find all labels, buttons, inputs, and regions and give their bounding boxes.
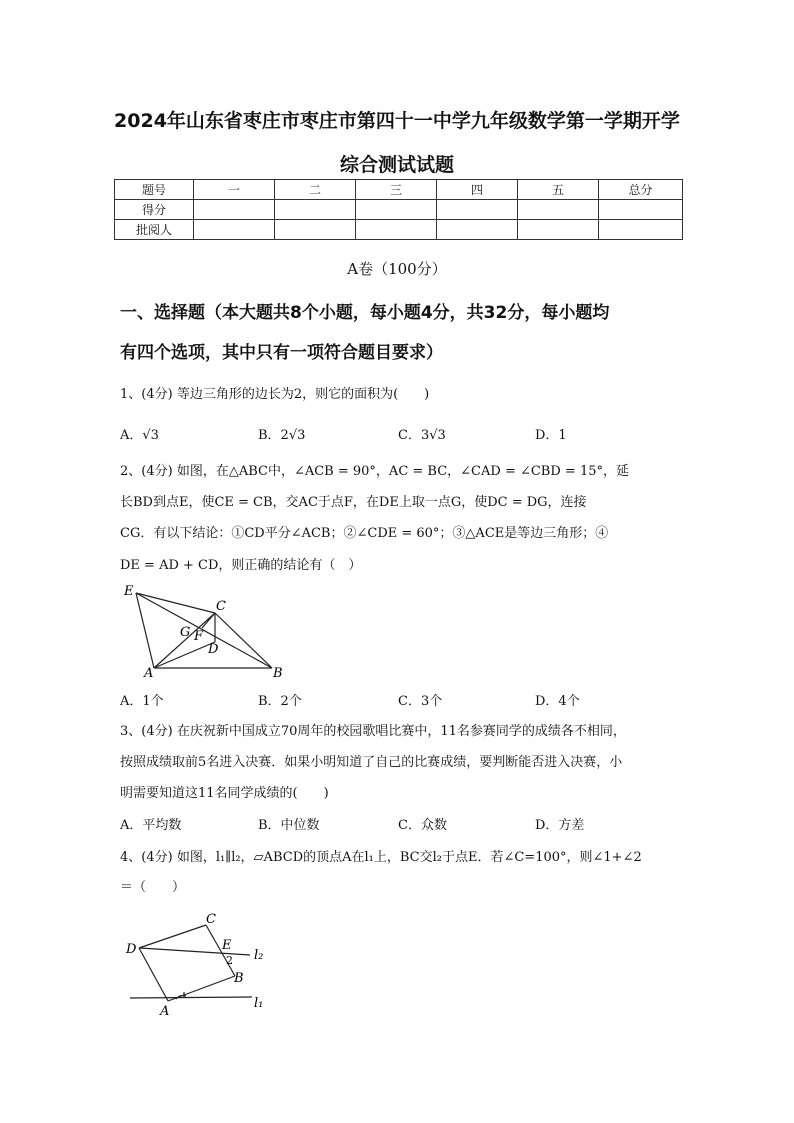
- header-cell: 总分: [599, 180, 683, 200]
- option-d[interactable]: D．方差: [535, 818, 585, 833]
- option-c[interactable]: C．3个: [398, 694, 443, 709]
- figure-label: E: [124, 584, 134, 599]
- header-cell: 一: [194, 180, 275, 200]
- question-1-text: 1、(4分) 等边三角形的边长为2，则它的面积为( ): [120, 387, 430, 402]
- figure-label: A: [160, 1004, 170, 1019]
- figure-label: F: [194, 629, 204, 644]
- row-label: 得分: [115, 200, 194, 220]
- question-2-line3: CG．有以下结论：①CD平分∠ACB；②∠CDE = 60°；③△ACE是等边三角形；④: [120, 526, 609, 541]
- figure-label: G: [180, 625, 191, 640]
- section-heading-line1: 一、选择题（本大题共8个小题，每小题4分，共32分，每小题均: [120, 303, 610, 323]
- figure-label: D: [126, 942, 137, 957]
- option-b[interactable]: B．2√3: [258, 428, 306, 443]
- question-3-line2: 按照成绩取前5名进入决赛．如果小明知道了自己的比赛成绩，要判断能否进入决赛，小: [120, 755, 623, 770]
- question-3-options: [120, 814, 680, 832]
- volume-label: A卷（100分）: [347, 260, 447, 278]
- score-row: [115, 200, 683, 220]
- header-cell: 三: [356, 180, 437, 200]
- grader-cell: [356, 220, 437, 240]
- header-cell: 二: [275, 180, 356, 200]
- question-1-options: [120, 424, 680, 442]
- figure-label: C: [206, 912, 216, 927]
- figure-label: l₁: [254, 996, 264, 1011]
- grader-cell: [518, 220, 599, 240]
- header-cell: 五: [518, 180, 599, 200]
- figure-label: D: [208, 642, 219, 657]
- option-a[interactable]: A．1个: [120, 694, 164, 709]
- option-d[interactable]: D．1: [535, 428, 567, 443]
- figure-label: A: [144, 666, 154, 680]
- row-label: 批阅人: [115, 220, 194, 240]
- question-2-options: [120, 690, 680, 708]
- option-b[interactable]: B．2个: [258, 694, 302, 709]
- option-b[interactable]: B．中位数: [258, 818, 320, 833]
- header-cell: 题号: [115, 180, 194, 200]
- grader-cell: [599, 220, 683, 240]
- figure-label: B: [234, 971, 244, 986]
- question-4-line2: ＝（ ）: [120, 880, 186, 895]
- question-3-line1: 3、(4分) 在庆祝新中国成立70周年的校园歌唱比赛中，11名参赛同学的成绩各不相同，: [120, 724, 626, 739]
- score-cell: [356, 200, 437, 220]
- grader-cell: [275, 220, 356, 240]
- option-d[interactable]: D．4个: [535, 694, 580, 709]
- score-table: [114, 179, 683, 240]
- figure-label: E: [222, 938, 232, 953]
- grader-cell: [194, 220, 275, 240]
- score-table-header: [115, 180, 683, 200]
- grader-row: [115, 220, 683, 240]
- exam-title-line2: 综合测试试题: [339, 154, 454, 176]
- score-cell: [599, 200, 683, 220]
- question-3-line3: 明需要知道这11名同学成绩的( ): [120, 786, 329, 801]
- header-cell: 四: [437, 180, 518, 200]
- question-2-line4: DE = AD + CD，则正确的结论有（ ）: [120, 558, 362, 573]
- score-cell: [194, 200, 275, 220]
- question-2-line2: 长BD到点E，使CE = CB，交AC于点F，在DE上取一点G，使DC = DG，连接: [120, 495, 587, 510]
- section-heading-line2: 有四个选项，其中只有一项符合题目要求）: [120, 343, 443, 363]
- question-4-line1: 4、(4分) 如图，l₁∥l₂，▱ABCD的顶点A在l₁上，BC交l₂于点E．若∠C=100°，则∠1+∠2: [120, 850, 642, 865]
- question-4-figure: [120, 908, 280, 1020]
- figure-label: 2: [226, 954, 233, 967]
- exam-title-line1: 2024年山东省枣庄市枣庄市第四十一中学九年级数学第一学期开学: [114, 110, 680, 132]
- figure-label: l₂: [254, 948, 264, 963]
- score-cell: [275, 200, 356, 220]
- option-a[interactable]: A．√3: [120, 428, 159, 443]
- option-a[interactable]: A．平均数: [120, 818, 182, 833]
- score-cell: [518, 200, 599, 220]
- score-cell: [437, 200, 518, 220]
- option-c[interactable]: C．众数: [398, 818, 447, 833]
- figure-label: B: [273, 666, 283, 680]
- figure-label: C: [216, 599, 226, 614]
- option-c[interactable]: C．3√3: [398, 428, 446, 443]
- question-2-line1: 2、(4分) 如图，在△ABC中，∠ACB = 90°，AC = BC，∠CAD = ∠CBD = 15°，延: [120, 464, 629, 479]
- grader-cell: [437, 220, 518, 240]
- question-2-figure: [118, 580, 298, 680]
